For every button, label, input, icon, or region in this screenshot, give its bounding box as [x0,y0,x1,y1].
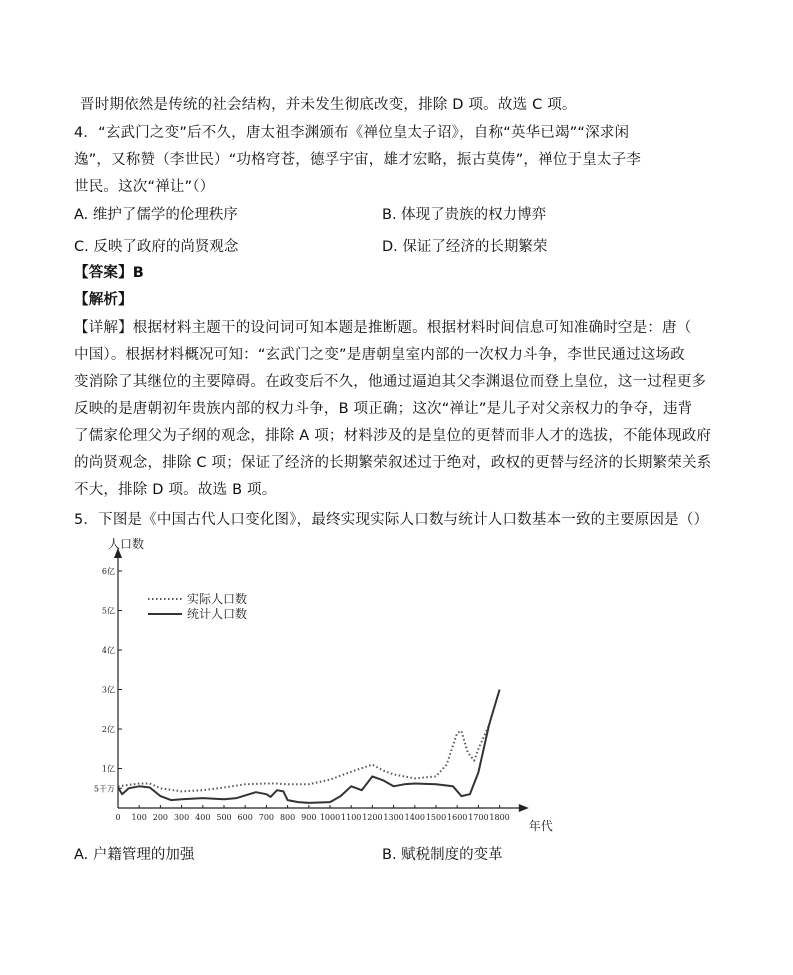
y-tick-label: 5亿 [101,606,115,616]
x-tick-label: 1500 [425,813,447,822]
x-tick-label: 400 [195,813,211,822]
detail-line-4: 反映的是唐朝初年贵族内部的权力斗争，B 项正确；这次“禅让”是儿子对父亲权力的争夺，违背 [74,401,693,417]
question-4-stem-line2: 逸”，又称赞（李世民）“功格穹苍，德孚宇宙，雄才宏略，振古莫俦”，禅位于皇太子李 [74,152,642,168]
prev-answer-line: 晋时期依然是传统的社会结构，并未发生彻底改变，排除 D 项。故选 C 项。 [80,97,577,113]
chart-legend [148,591,247,621]
x-tick-label: 700 [258,813,275,822]
y-tick-label: 6亿 [101,567,115,576]
chart-ticks [94,566,510,822]
x-tick-label: 0 [115,813,121,822]
x-tick-label: 1700 [468,813,489,822]
chart-series [118,690,500,803]
question-5-stem: 5．下图是《中国古代人口变化图》，最终实现实际人口数与统计人口数基本一致的主要原因是（） [74,512,709,528]
option-c: C. 反映了政府的尚贤观念 [74,239,239,255]
answer-label: 【答案】B [74,265,145,281]
x-tick-label: 200 [152,813,169,822]
question-4-stem-line1: 4．“玄武门之变”后不久，唐太祖李渊颁布《禅位皇太子诏》，自称“英华已竭”“深求闲 [74,125,630,141]
series-line-2 [118,690,500,803]
x-tick-label: 800 [279,813,296,822]
x-tick-label: 1100 [341,813,362,822]
q5-option-a: A. 户籍管理的加强 [74,847,195,863]
y-tick-label: 3亿 [101,685,115,695]
y-tick-label: 5千万 [93,784,115,794]
x-axis-arrow [519,804,529,812]
x-tick-label: 1000 [319,813,341,822]
x-tick-label: 1200 [362,813,383,822]
x-tick-label: 500 [216,813,232,822]
y-axis-label: 人口数 [108,537,145,551]
x-tick-label: 900 [301,813,317,822]
y-tick-label: 2亿 [101,725,115,734]
x-tick-label: 100 [131,813,147,822]
legend-label-2: 统计人口数 [187,607,248,621]
detail-line-6: 的尚贤观念，排除 C 项；保证了经济的长期繁荣叙述过于绝对，政权的更替与经济的长期繁荣关系 [74,455,712,471]
y-tick-label: 1亿 [101,764,115,774]
option-b: B. 体现了贵族的权力博弈 [382,207,547,223]
question-4-stem-line3: 世民。这次“禅让”（） [74,179,215,195]
analysis-heading: 【解析】 [74,292,133,308]
x-tick-label: 1400 [404,813,425,822]
legend-label-1: 实际人口数 [187,592,248,606]
x-tick-label: 1800 [489,813,510,822]
option-d: D. 保证了经济的长期繁荣 [382,239,548,255]
x-tick-label: 600 [237,813,253,822]
detail-line-5: 了儒家伦理父为子纲的观念，排除 A 项；材料涉及的是皇位的更替而非人才的选拔，不能体现政府 [74,428,712,444]
detail-line-7: 不大，排除 D 项。故选 B 项。 [74,482,277,498]
series-line-1 [118,725,489,791]
x-tick-label: 1300 [383,813,404,822]
x-tick-label: 1600 [447,813,468,822]
detail-line-1: 【详解】根据材料主题干的设问词可知本题是推断题。根据材料时间信息可知准确时空是：唐（ [74,320,692,336]
chart-axes [108,536,553,833]
population-chart [90,536,600,836]
detail-line-3: 变消除了其继位的主要障碍。在政变后不久，他通过逼迫其父李渊退位而登上皇位，这一过程更多 [74,374,707,390]
q5-option-b: B. 赋税制度的变革 [382,847,503,863]
x-axis-label: 年代 [528,819,553,833]
detail-line-2: 中国）。根据材料概况可知：“玄武门之变”是唐朝皇室内部的一次权力斗争，李世民通过这场政 [74,347,685,363]
x-tick-label: 300 [173,813,190,822]
option-a: A. 维护了儒学的伦理秩序 [74,207,238,223]
y-tick-label: 4亿 [101,646,115,655]
